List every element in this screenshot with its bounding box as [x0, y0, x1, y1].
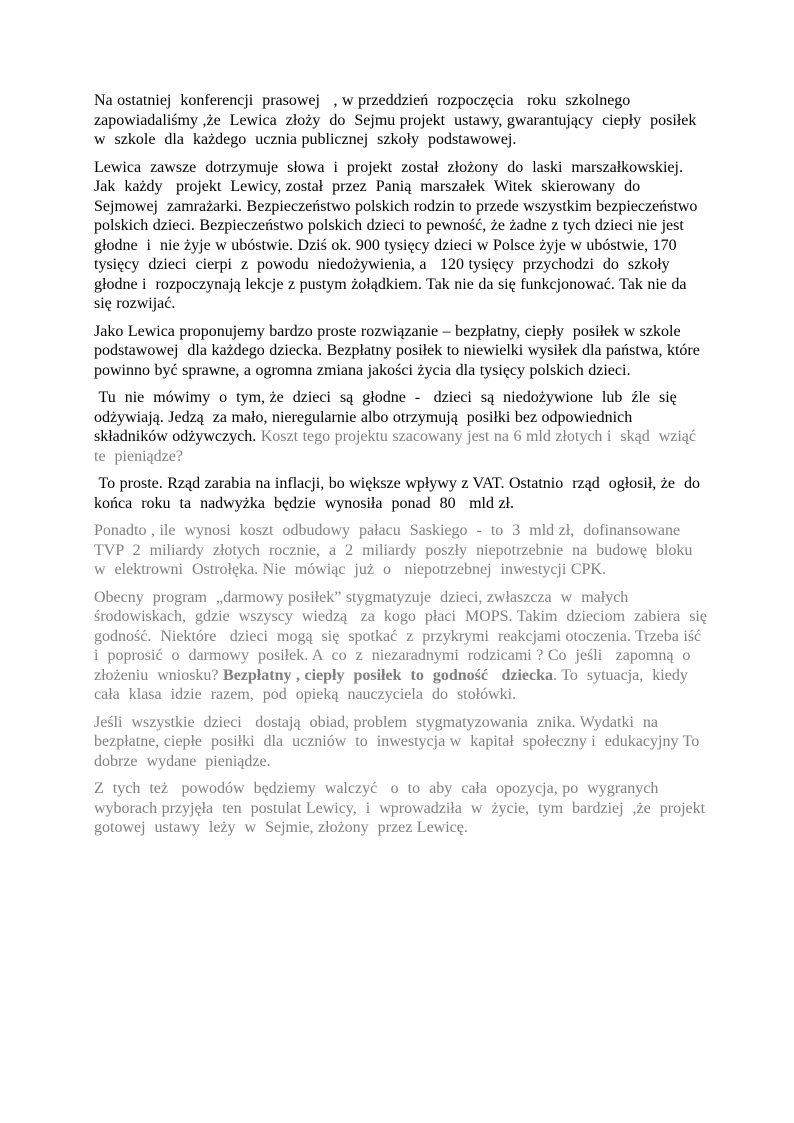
- text-run: Obecny program „darmowy posiłek” stygmatyzuje dzieci, zwłaszcza w małych środowiskach, gdzie wszyscy wiedzą za kogo płaci MOPS. Takim dzieciom zabiera się godność. Niektóre dzieci mogą się spotkać z przykrymi reakcjami otoczenia. Trzeba iść i poprosić o darmowy posiłek. A co z niezaradnymi rodzicami ? Co jeśli zapomną o złożeniu wniosku?: [94, 588, 712, 684]
- paragraph: [94, 91, 708, 150]
- paragraph: [94, 322, 708, 381]
- text-run: To proste. Rząd zarabia na inflacji, bo większe wpływy z VAT. Ostatnio rząd ogłosił, że do końca roku ta nadwyżka będzie wynosiła ponad 80 mld zł.: [94, 475, 705, 512]
- text-run: Bezpłatny , ciepły posiłek to godność dziecka: [223, 666, 553, 684]
- text-run: . To sytuacja, kiedy cała klasa idzie razem, pod opieką nauczyciela do stołówki.: [94, 666, 693, 703]
- text-run: Tu nie mówimy o tym, że dzieci są głodne - dzieci są niedożywione lub źle się odżywiają. Jedzą za mało, nieregularnie albo otrzymują posiłki bez odpowiednich składników odżywczych.: [94, 389, 682, 445]
- text-run: Z tych też powodów będziemy walczyć o to aby cała opozycja, po wygranych wyborach przyjęła ten postulat Lewicy, i wprowadziła w życie, tym bardziej ,że projekt gotowej ustawy leży w Sejmie, złożony przez Lewicę.: [94, 780, 710, 836]
- text-run: Lewica zawsze dotrzymuje słowa i projekt został złożony do laski marszałkowskiej. Jak każdy projekt Lewicy, został przez Panią marszałek Witek skierowany do Sejmowej zamrażarki. Bezpieczeństwo polskich rodzin to przede wszystkim bezpieczeństwo polskich dzieci. Bezpieczeństwo polskich dzieci to pewność, że żadne z tych dzieci nie jest głodne i nie żyje w ubóstwie. Dziś ok. 900 tysięcy dzieci w Polsce żyje w ubóstwie, 170 tysięcy dzieci cierpi z powodu niedożywienia, a 120 tysięcy przychodzi do szkoły głodne i rozpoczynają lekcje z pustym żołądkiem. Tak nie da się funkcjonować. Tak nie da się rozwijać.: [94, 158, 702, 312]
- paragraph: [94, 713, 708, 772]
- paragraph: [94, 779, 708, 838]
- text-run: Koszt tego projektu szacowany jest na 6 mld złotych i skąd wziąć te pieniądze?: [94, 428, 701, 465]
- text-run: Ponadto , ile wynosi koszt odbudowy pałacu Saskiego - to 3 mld zł, dofinansowane TVP 2 miliardy złotych rocznie, a 2 miliardy poszły niepotrzebnie na budowę bloku w elektrowni Ostrołęka. Nie mówiąc już o niepotrzebnej inwestycji CPK.: [94, 522, 697, 578]
- paragraph: [94, 388, 708, 466]
- document-body: [94, 91, 712, 846]
- text-run: Jako Lewica proponujemy bardzo proste rozwiązanie – bezpłatny, ciepły posiłek w szkole podstawowej dla każdego dziecka. Bezpłatny posiłek to niewielki wysiłek dla państwa, które powinno być sprawne, a ogromna zmiana jakości życia dla tysięcy polskich dzieci.: [94, 322, 705, 379]
- paragraph: [94, 158, 708, 314]
- paragraph: [94, 474, 708, 513]
- paragraph: [94, 521, 708, 580]
- text-run: Na ostatniej konferencji prasowej , w przeddzień rozpoczęcia roku szkolnego zapowiadaliśmy ,że Lewica złoży do Sejmu projekt ustawy, gwarantujący ciepły posiłek w szkole dla każdego ucznia publicznej szkoły podstawowej.: [94, 92, 701, 148]
- text-run: Jeśli wszystkie dzieci dostają obiad, problem stygmatyzowania znika. Wydatki na bezpłatne, ciepłe posiłki dla uczniów to inwestycja w kapitał społeczny i edukacyjny To dobrze wydane pieniądze.: [94, 713, 704, 770]
- paragraph: [94, 588, 712, 705]
